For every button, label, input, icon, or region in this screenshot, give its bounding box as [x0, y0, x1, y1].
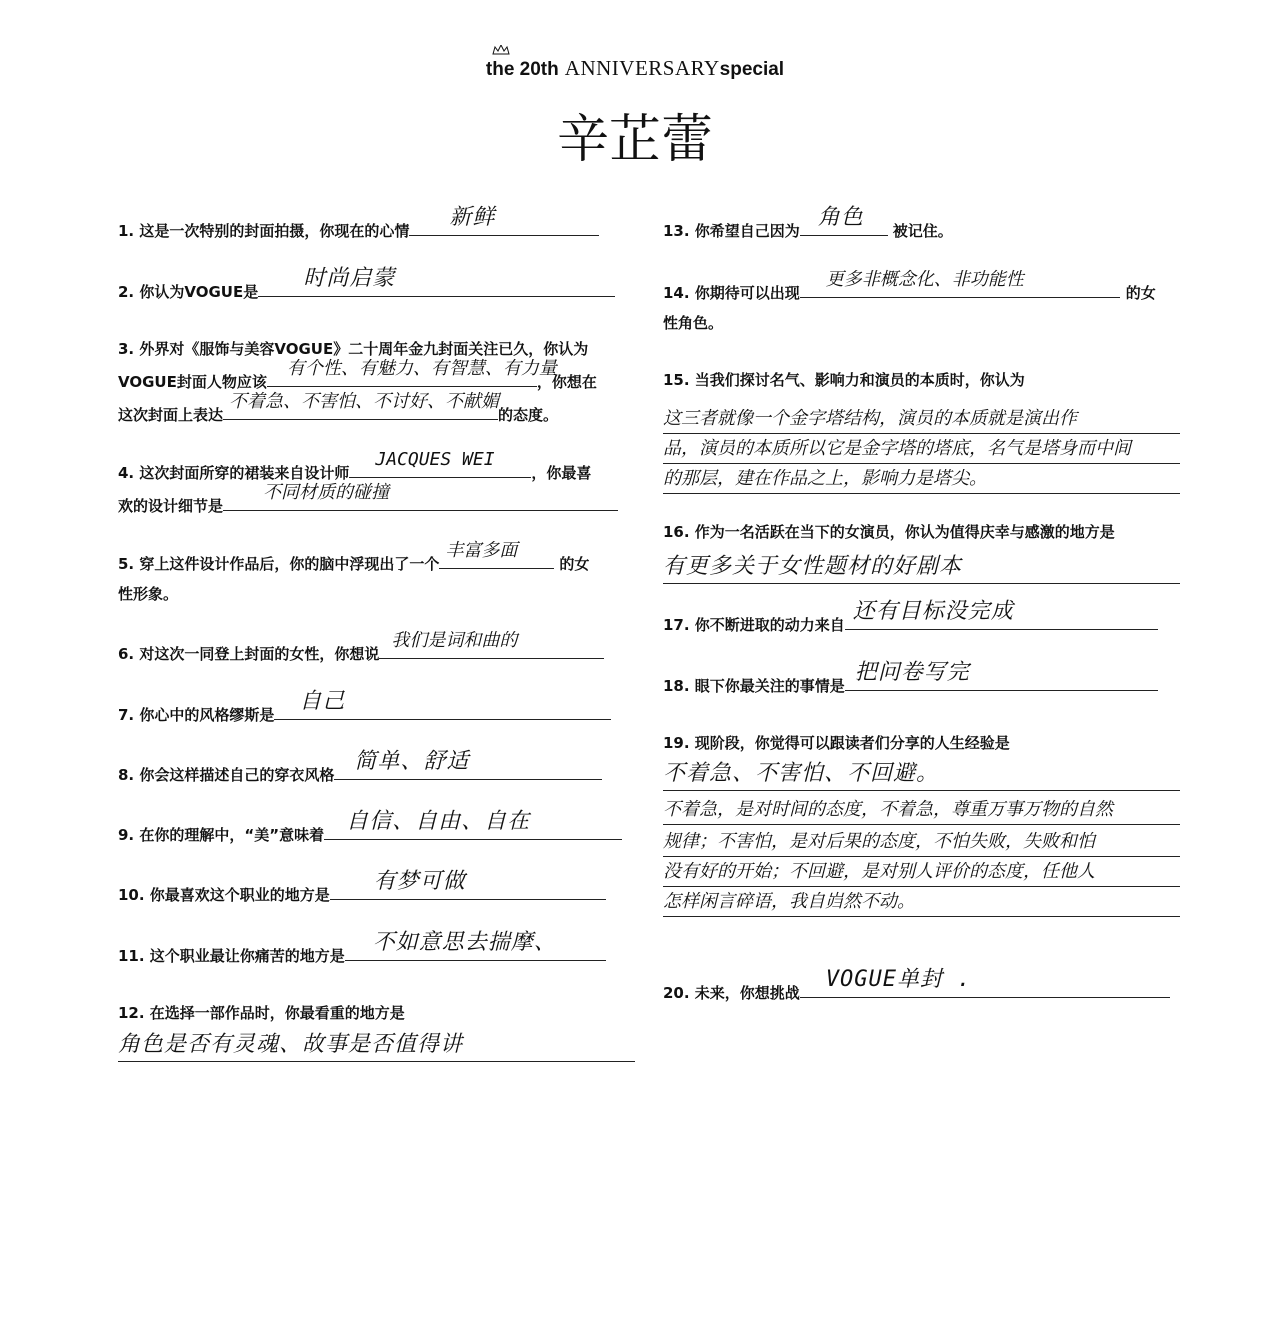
brand-part1: the 20th: [486, 50, 559, 90]
answer-10: 有梦可做: [373, 869, 466, 894]
question-18: 18. 眼下你最关注的事情是 把问卷写完: [663, 668, 1180, 701]
question-20: 20. 未来，你想挑战 VOGUE单封 .: [663, 975, 1180, 1008]
brand-part3: special: [719, 59, 785, 80]
question-10: 10. 你最喜欢这个职业的地方是 有梦可做: [118, 877, 635, 910]
answer-19-line-1: 不着急、不害怕、不回避。: [663, 761, 940, 786]
brand-part2: ANNIVERSARY: [564, 56, 720, 80]
answer-7: 自己: [299, 689, 346, 714]
answer-15-line-1: 这三者就像一个金字塔结构，演员的本质就是演出作: [663, 408, 1077, 429]
anniversary-brand: [486, 58, 784, 80]
answer-19-line-2: 不着急，是对时间的态度，不着急，尊重万事万物的自然: [663, 799, 1113, 820]
question-7: 7. 你心中的风格缪斯是 自己: [118, 697, 635, 730]
answer-2: 时尚启蒙: [303, 266, 396, 291]
question-2: 2. 你认为VOGUE是 时尚启蒙: [118, 274, 635, 307]
question-3: 3. 外界对《服饰与美容VOGUE》二十周年金九封面关注已久，你认为 VOGUE封面人物应该 有个性、有魅力、有智慧、有力量 ，你想在 这次封面上表达 不着急、不害怕、不讨好、不献媚 的态度。: [118, 340, 597, 424]
question-13: 13. 你希望自己因为 角色 被记住。: [663, 205, 953, 240]
question-6: 6. 对这次一同登上封面的女性，你想说 我们是词和曲的: [118, 636, 635, 669]
answer-11: 不如意思去揣摩、: [372, 930, 557, 955]
answer-17: 还有目标没完成: [852, 599, 1014, 624]
answer-4a: JACQUES WEI: [375, 449, 495, 470]
answer-5: 丰富多面: [445, 540, 518, 561]
question-15: 15. 当我们探讨名气、影响力和演员的本质时，你认为: [663, 371, 1025, 389]
answer-19-line-4: 没有好的开始；不回避，是对别人评价的态度，任他人: [663, 861, 1095, 882]
answer-15-line-2: 品，演员的本质所以它是金字塔的塔底，名气是塔身而中间: [663, 438, 1131, 459]
answer-18: 把问卷写完: [854, 660, 970, 685]
masthead: [0, 48, 1270, 90]
answer-6: 我们是词和曲的: [391, 630, 518, 651]
question-14: 14. 你期待可以出现 更多非概念化、非功能性 的女 性角色。: [663, 275, 1180, 338]
question-12: 12. 在选择一部作品时，你最看重的地方是: [118, 1004, 405, 1022]
answer-12: 角色是否有灵魂、故事是否值得讲: [118, 1032, 464, 1057]
crown-icon: [492, 45, 510, 55]
answer-9: 自信、自由、自在: [346, 809, 531, 834]
celebrity-name: 辛芷蕾: [556, 110, 713, 170]
question-8: 8. 你会这样描述自己的穿衣风格 简单、舒适: [118, 757, 635, 790]
answer-4b: 不同材质的碰撞: [263, 482, 390, 503]
answer-13: 角色: [817, 205, 864, 230]
answer-3a: 有个性、有魅力、有智慧、有力量: [286, 358, 557, 379]
answer-3b: 不着急、不害怕、不讨好、不献媚: [229, 391, 500, 412]
question-16: 16. 作为一名活跃在当下的女演员，你认为值得庆幸与感激的地方是: [663, 523, 1115, 541]
answer-8: 简单、舒适: [354, 749, 470, 774]
question-4: 4. 这次封面所穿的裙装来自设计师 JACQUES WEI ，你最喜 欢的设计细节是 不同材质的碰撞: [118, 455, 635, 521]
question-1: 1. 这是一次特别的封面拍摄，你现在的心情 新鲜: [118, 213, 635, 246]
answer-19-line-5: 怎样闲言碎语，我自岿然不动。: [663, 891, 915, 912]
answer-20: VOGUE单封 .: [825, 967, 972, 992]
question-19: 19. 现阶段，你觉得可以跟读者们分享的人生经验是: [663, 734, 1010, 752]
answer-15-line-3: 的那层，建在作品之上，影响力是塔尖。: [663, 468, 987, 489]
question-9: 9. 在你的理解中，“美”意味着 自信、自由、自在: [118, 817, 635, 850]
answer-1: 新鲜: [449, 205, 496, 230]
question-5: 5. 穿上这件设计作品后，你的脑中浮现出了一个 丰富多面 的女 性形象。: [118, 546, 635, 609]
question-17: 17. 你不断进取的动力来自 还有目标没完成: [663, 607, 1180, 640]
answer-16: 有更多关于女性题材的好剧本: [663, 554, 963, 579]
answer-19-line-3: 规律；不害怕，是对后果的态度，不怕失败，失败和怕: [663, 831, 1095, 852]
answer-14: 更多非概念化、非功能性: [825, 269, 1024, 290]
question-11: 11. 这个职业最让你痛苦的地方是 不如意思去揣摩、: [118, 938, 635, 971]
